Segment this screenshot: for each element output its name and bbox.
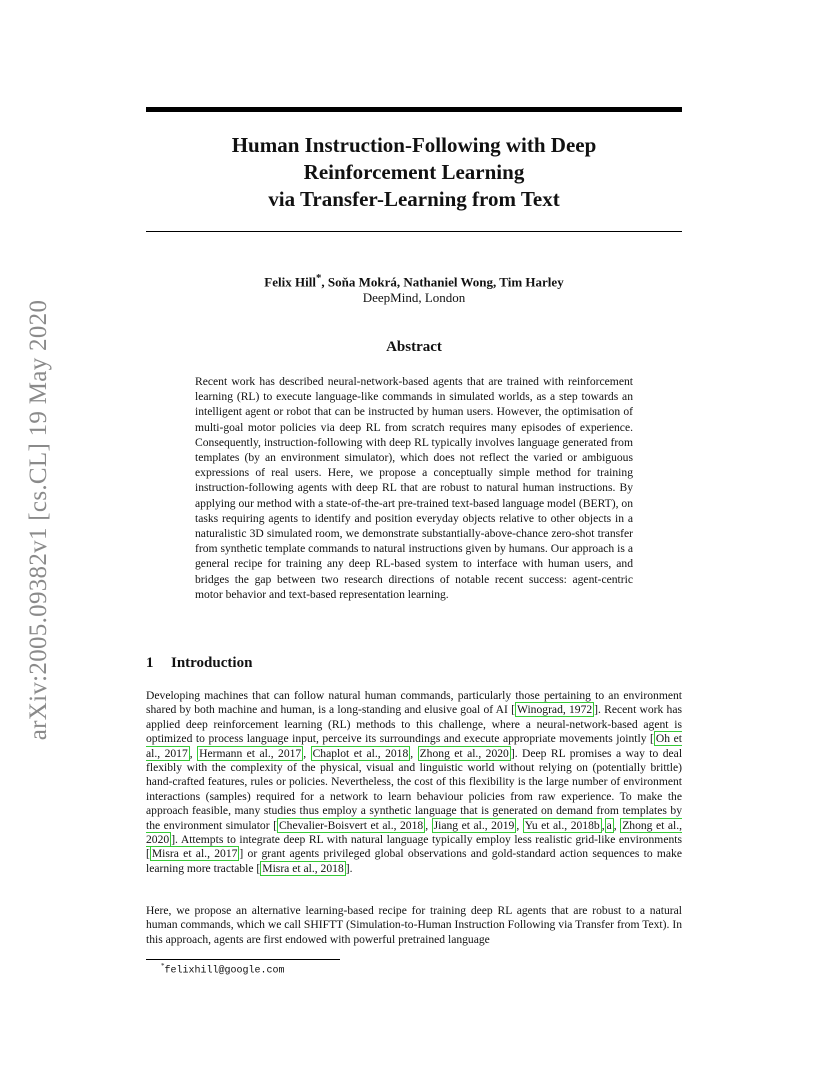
citation-link[interactable]: Misra et al., 2018 <box>262 861 344 875</box>
citation-link[interactable]: Yu et al., 2018b <box>524 818 600 832</box>
citation-link[interactable]: Zhong et al., 2020 <box>146 818 683 847</box>
citation-link[interactable]: a <box>606 818 612 832</box>
citation-link[interactable]: Winograd, 1972 <box>516 703 593 717</box>
title-bottom-rule <box>146 231 682 232</box>
citation-link[interactable]: Chaplot et al., 2018 <box>312 746 409 760</box>
abstract-heading: Abstract <box>386 339 442 355</box>
citation-link[interactable]: Chevalier-Boisvert et al., 2018 <box>278 818 424 832</box>
footnote-email[interactable]: felixhill@google.com <box>164 965 285 977</box>
citation-link[interactable]: Hermann et al., 2017 <box>199 746 302 760</box>
section-heading-introduction <box>146 655 252 672</box>
footnote: *felixhill@google.com <box>161 962 285 977</box>
arxiv-identifier[interactable]: arXiv:2005.09382v1 [cs.CL] 19 May 2020 <box>25 299 52 741</box>
title-top-rule <box>146 107 682 112</box>
title-line-2: Reinforcement Learning <box>303 160 525 184</box>
title-line-1: Human Instruction-Following with Deep <box>231 133 597 157</box>
intro-paragraph-2: Here, we propose an alternative learning-based recipe for training deep RL agents that are robust to a natural human commands, which we call SHIFTT (Simulation-to-Human Instruction Following via Transfer from Text). In this approach, agents are first endowed with powerful pretrained language <box>146 904 682 946</box>
citation-link[interactable]: Jiang et al., 2019 <box>433 818 515 832</box>
intro-paragraph-1: Developing machines that can follow natural human commands, particularly those pertaining to an environment shared by both machine and human, is a long-standing and elusive goal of AI [ Winograd, 1972 ]. Recent work has applied deep reinforcement learning (RL) methods to this challenge, where a neural-network-based agent is optimized to process language input, perceive its surroundings and execute appropriate movements jointly [ Oh et al., 2017 , Hermann et al., 2017 , Chaplot et al., 2018 , Zhong et al., 2020 ]. Deep RL promises a way to deal flexibly with the complexity of the physical, visual and linguistic world without relying on (potentially brittle) hand-crafted features, rules or policies. Nevertheless, the cost of this flexibility is the large number of environment interactions (samples) required for a network to learn behaviour policies from raw experience. To make the approach feasible, many studies thus employ a synthetic language that is generated on demand from templates by the environment simulator [ Chevalier-Boisvert et al., 2018 , Jiang et al., 2019 , Yu et al., 2018b , a , Zhong et al., 2020 ]. Attempts to integrate deep RL with natural language typically employ less realistic grid-like environments [ Misra et al., 2017 ] or grant agents privileged global observations and gold-standard action sequences to make learning more tractable [ Misra et al., 2018 ]. <box>146 689 683 875</box>
section-number: 1 <box>146 655 154 671</box>
author-block <box>146 270 682 306</box>
footnote-mark[interactable]: * <box>315 272 322 284</box>
title-line-3: via Transfer-Learning from Text <box>268 187 560 211</box>
paper-title <box>146 132 682 213</box>
footnote-rule <box>146 959 340 960</box>
abstract-text: Recent work has described neural-network-based agents that are trained with reinforcement learning (RL) to execute language-like commands in simulated worlds, as a step towards an intelligent agent or robot that can be instructed by human users. However, the optimisation of multi-goal motor policies via deep RL from scratch requires many episodes of experience. Consequently, instruction-following with deep RL typically involves language generated from templates (by an environment simulator), which does not reflect the varied or ambiguous expressions of real users. Here, we propose a conceptually simple method for training instruction-following agents with deep RL that are robust to natural human instructions. By applying our method with a state-of-the-art pre-trained text-based language model (BERT), on tasks requiring agents to identify and position everyday objects relative to other objects in a naturalistic 3D simulated room, we demonstrate substantially-above-chance zero-shot transfer from synthetic template commands to natural instructions given by humans. Our approach is a general recipe for training any deep RL-based system to interface with human users, and bridges the gap between two research directions of notable recent success: agent-centric motor behavior and text-based representation learning. <box>195 375 633 601</box>
citation-link[interactable]: Zhong et al., 2020 <box>419 746 509 760</box>
section-title: Introduction <box>171 655 253 671</box>
author-names: Felix Hill*, Soňa Mokrá, Nathaniel Wong, Tim Harley <box>264 272 564 290</box>
citation-link[interactable]: Misra et al., 2017 <box>151 847 238 861</box>
author-affiliation: DeepMind, London <box>362 290 466 306</box>
citation-link[interactable]: Oh et al., 2017 <box>146 732 682 760</box>
